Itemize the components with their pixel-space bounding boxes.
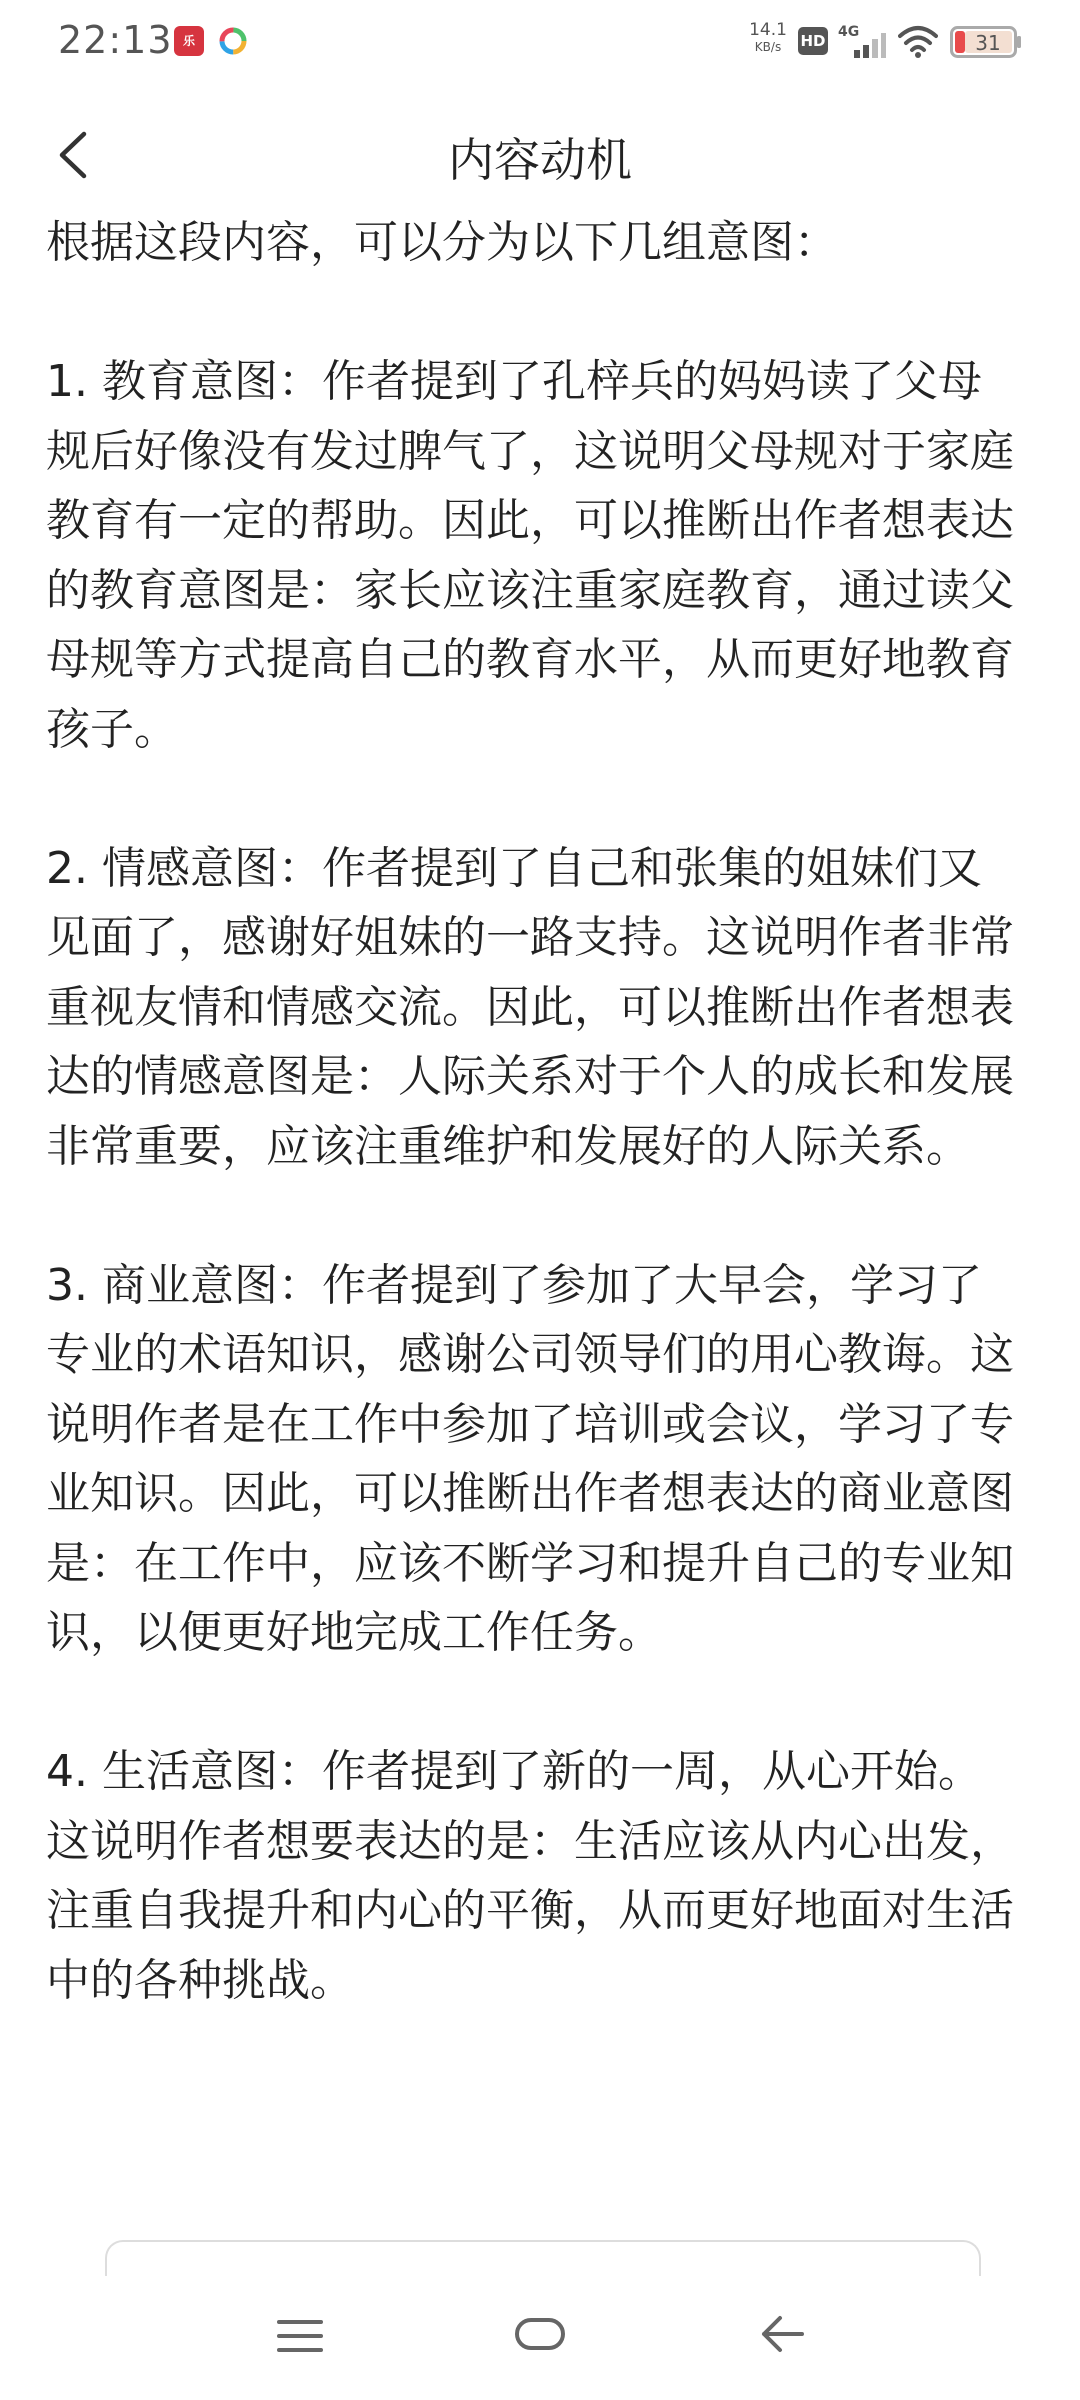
intro-paragraph: 根据这段内容，可以分为以下几组意图：	[46, 217, 838, 268]
status-bar	[0, 0, 1080, 84]
net-speed-unit: KB/s	[754, 40, 782, 54]
business-intent-paragraph: 3. 商业意图：作者提到了参加了大早会，学习了专业的术语知识，感谢公司领导们的用心教诲。这说明作者是在工作中参加了培训或会议，学习了专业知识。因此，可以推断出作者想表达的商业意图是：在工作中，应该不断学习和提升自己的专业知识，以便更好地完成工作任务。	[46, 1259, 1014, 1658]
content-body	[46, 208, 1016, 2085]
signal-icon	[838, 22, 886, 60]
network-type-label: 4G	[838, 24, 860, 40]
wifi-icon	[898, 24, 938, 58]
life-intent-paragraph: 4. 生活意图：作者提到了新的一周，从心开始。这说明作者想要表达的是：生活应该从内心出发，注重自我提升和内心的平衡，从而更好地面对生活中的各种挑战。	[46, 1746, 1014, 2006]
colorful-app-icon	[218, 26, 248, 56]
emotion-intent-paragraph: 2. 情感意图：作者提到了自己和张集的姐妹们又见面了，感谢好姐妹的一路支持。这说明作者非常重视友情和情感交流。因此，可以推断出作者想表达的情感意图是：人际关系对于个人的成长和发展非常重要，应该注重维护和发展好的人际关系。	[46, 842, 1014, 1172]
back-arrow-icon[interactable]	[756, 2310, 808, 2358]
battery-icon	[950, 26, 1022, 58]
page-title: 内容动机	[448, 133, 632, 187]
status-time: 22:13	[58, 18, 173, 62]
header	[0, 110, 1080, 200]
net-speed	[744, 22, 792, 53]
education-intent-paragraph: 1. 教育意图：作者提到了孔梓兵的妈妈读了父母规后好像没有发过脾气了，这说明父母规对于家庭教育有一定的帮助。因此，可以推断出作者想表达的教育意图是：家长应该注重家庭教育，通过读父母规等方式提高自己的教育水平，从而更好地教育孩子。	[46, 356, 1014, 755]
menu-icon[interactable]	[275, 2314, 325, 2358]
net-speed-value: 14.1	[749, 20, 787, 40]
hd-icon: HD	[798, 27, 828, 55]
home-icon[interactable]	[514, 2312, 566, 2356]
app-icon: 乐	[174, 26, 204, 56]
battery-level: 31	[975, 31, 1001, 55]
navigation-bar	[0, 2276, 1080, 2400]
